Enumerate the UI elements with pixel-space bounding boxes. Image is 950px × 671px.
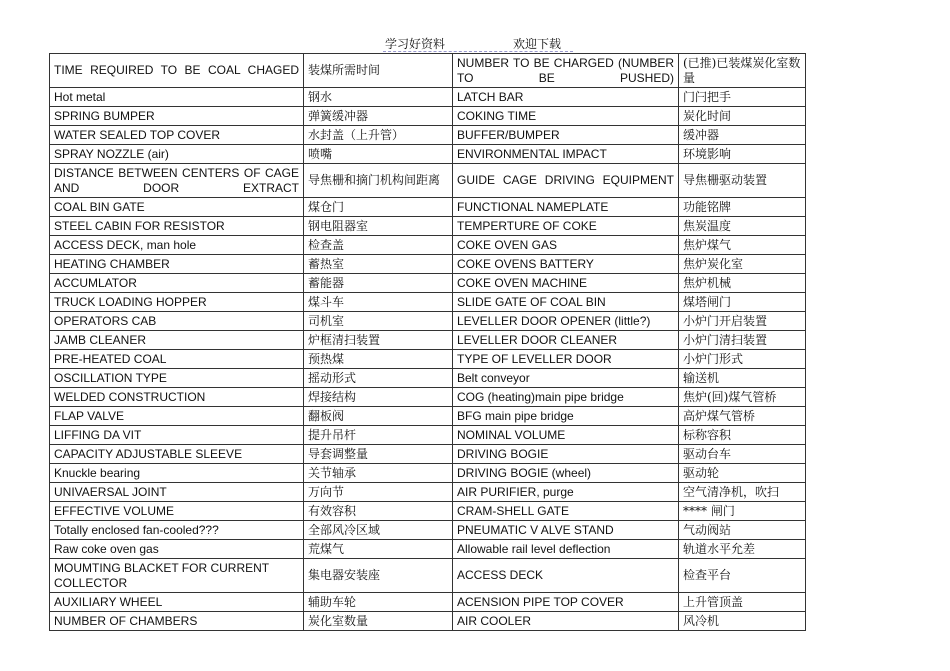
cell-term-zh: 荒煤气: [304, 540, 453, 559]
cell-term-zh: 驱动台车: [679, 445, 806, 464]
table-row: [50, 54, 806, 88]
cell-term-en: OPERATORS CAB: [50, 312, 304, 331]
cell-term-en: Raw coke oven gas: [50, 540, 304, 559]
table-row: [50, 145, 806, 164]
cell-term-zh: 焦炉机械: [679, 274, 806, 293]
cell-term-zh: 驱动轮: [679, 464, 806, 483]
cell-term-zh: 焦炉(回)煤气管桥: [679, 388, 806, 407]
glossary-table: [49, 53, 806, 631]
page-header: [383, 35, 573, 52]
table-row: [50, 388, 806, 407]
table-row: [50, 198, 806, 217]
table-row: [50, 255, 806, 274]
cell-term-zh: 提升吊杆: [304, 426, 453, 445]
cell-term-en: AUXILIARY WHEEL: [50, 593, 304, 612]
table-row: [50, 107, 806, 126]
cell-term-zh: 焦炉炭化室: [679, 255, 806, 274]
cell-term-zh: 翻板阀: [304, 407, 453, 426]
cell-term-en: JAMB CLEANER: [50, 331, 304, 350]
cell-term-en: LIFFING DA VIT: [50, 426, 304, 445]
table-row: [50, 293, 806, 312]
cell-term-en: ACCESS DECK, man hole: [50, 236, 304, 255]
header-right-text: 欢迎下载: [513, 37, 562, 51]
table-row: [50, 126, 806, 145]
cell-term-en: NUMBER OF CHAMBERS: [50, 612, 304, 631]
cell-term-zh: **** 闸门: [679, 502, 806, 521]
cell-term-zh: 装煤所需时间: [304, 54, 453, 88]
cell-term-en: MOUMTING BLACKET FOR CURRENT COLLECTOR: [50, 559, 304, 593]
header-left-text: 学习好资料: [385, 37, 446, 51]
cell-term-en: COKE OVEN GAS: [453, 236, 679, 255]
table-row: [50, 445, 806, 464]
cell-term-zh: 门闩把手: [679, 88, 806, 107]
cell-term-en: Totally enclosed fan-cooled???: [50, 521, 304, 540]
cell-term-zh: 小炉门形式: [679, 350, 806, 369]
cell-term-en: LEVELLER DOOR OPENER (little?): [453, 312, 679, 331]
cell-term-en: PNEUMATIC V ALVE STAND: [453, 521, 679, 540]
cell-term-zh: 焊接结构: [304, 388, 453, 407]
table-row: [50, 483, 806, 502]
table-row: [50, 312, 806, 331]
cell-term-zh: 焦炭温度: [679, 217, 806, 236]
cell-term-en: DRIVING BOGIE: [453, 445, 679, 464]
cell-term-en: EFFECTIVE VOLUME: [50, 502, 304, 521]
cell-term-zh: 预热煤: [304, 350, 453, 369]
table-row: [50, 464, 806, 483]
cell-term-zh: 小炉门开启装置: [679, 312, 806, 331]
table-row: [50, 559, 806, 593]
cell-term-en: CAPACITY ADJUSTABLE SLEEVE: [50, 445, 304, 464]
cell-term-zh: 水封盖（上升管）: [304, 126, 453, 145]
cell-term-en: CRAM-SHELL GATE: [453, 502, 679, 521]
cell-term-en: ACCUMLATOR: [50, 274, 304, 293]
table-row: [50, 407, 806, 426]
cell-term-en: PRE-HEATED COAL: [50, 350, 304, 369]
cell-term-en: Allowable rail level deflection: [453, 540, 679, 559]
cell-term-en: COG (heating)main pipe bridge: [453, 388, 679, 407]
cell-term-en: UNIVAERSAL JOINT: [50, 483, 304, 502]
cell-term-zh: 司机室: [304, 312, 453, 331]
cell-term-en: DISTANCE BETWEEN CENTERS OF CAGE AND DOOR EXTRACT: [50, 164, 304, 198]
cell-term-zh: 钢电阻器室: [304, 217, 453, 236]
cell-term-en: AIR COOLER: [453, 612, 679, 631]
cell-term-zh: 炭化室数量: [304, 612, 453, 631]
table-row: [50, 521, 806, 540]
cell-term-zh: 检查平台: [679, 559, 806, 593]
cell-term-en: WELDED CONSTRUCTION: [50, 388, 304, 407]
cell-term-zh: 蓄能器: [304, 274, 453, 293]
cell-term-en: FLAP VALVE: [50, 407, 304, 426]
cell-term-en: SPRING BUMPER: [50, 107, 304, 126]
cell-term-en: Belt conveyor: [453, 369, 679, 388]
table-row: [50, 164, 806, 198]
cell-term-zh: 喷嘴: [304, 145, 453, 164]
cell-term-zh: 焦炉煤气: [679, 236, 806, 255]
cell-term-en: Hot metal: [50, 88, 304, 107]
cell-term-zh: 导套调整量: [304, 445, 453, 464]
cell-term-en: OSCILLATION TYPE: [50, 369, 304, 388]
cell-term-zh: 导焦栅和摘门机构间距离: [304, 164, 453, 198]
cell-term-zh: (已推)已装煤炭化室数量: [679, 54, 806, 88]
cell-term-en: LEVELLER DOOR CLEANER: [453, 331, 679, 350]
cell-term-zh: 功能铭牌: [679, 198, 806, 217]
cell-term-en: COKING TIME: [453, 107, 679, 126]
cell-term-en: ACENSION PIPE TOP COVER: [453, 593, 679, 612]
cell-term-zh: 检查盖: [304, 236, 453, 255]
cell-term-en: AIR PURIFIER, purge: [453, 483, 679, 502]
table-row: [50, 236, 806, 255]
cell-term-zh: 摇动形式: [304, 369, 453, 388]
cell-term-zh: 小炉门清扫装置: [679, 331, 806, 350]
cell-term-en: COKE OVEN MACHINE: [453, 274, 679, 293]
cell-term-zh: 缓冲器: [679, 126, 806, 145]
cell-term-zh: 关节轴承: [304, 464, 453, 483]
cell-term-en: TRUCK LOADING HOPPER: [50, 293, 304, 312]
cell-term-zh: 高炉煤气管桥: [679, 407, 806, 426]
cell-term-en: WATER SEALED TOP COVER: [50, 126, 304, 145]
cell-term-zh: 输送机: [679, 369, 806, 388]
cell-term-zh: 风冷机: [679, 612, 806, 631]
table-row: [50, 331, 806, 350]
cell-term-en: BFG main pipe bridge: [453, 407, 679, 426]
table-row: [50, 502, 806, 521]
cell-term-zh: 上升管顶盖: [679, 593, 806, 612]
cell-term-en: SPRAY NOZZLE (air): [50, 145, 304, 164]
table-row: [50, 369, 806, 388]
glossary-table-body: [50, 54, 806, 631]
cell-term-en: ACCESS DECK: [453, 559, 679, 593]
cell-term-en: TIME REQUIRED TO BE COAL CHAGED: [50, 54, 304, 88]
cell-term-zh: 集电器安装座: [304, 559, 453, 593]
cell-term-zh: 全部风冷区域: [304, 521, 453, 540]
table-row: [50, 274, 806, 293]
cell-term-en: TYPE OF LEVELLER DOOR: [453, 350, 679, 369]
table-row: [50, 540, 806, 559]
cell-term-zh: 气动阀站: [679, 521, 806, 540]
cell-term-zh: 导焦栅驱动装置: [679, 164, 806, 198]
cell-term-zh: 万向节: [304, 483, 453, 502]
cell-term-en: GUIDE CAGE DRIVING EQUIPMENT: [453, 164, 679, 198]
cell-term-zh: 有效容积: [304, 502, 453, 521]
table-row: [50, 593, 806, 612]
cell-term-en: NOMINAL VOLUME: [453, 426, 679, 445]
cell-term-zh: 炉框清扫装置: [304, 331, 453, 350]
cell-term-zh: 煤斗车: [304, 293, 453, 312]
cell-term-en: FUNCTIONAL NAMEPLATE: [453, 198, 679, 217]
cell-term-zh: 钢水: [304, 88, 453, 107]
cell-term-en: COKE OVENS BATTERY: [453, 255, 679, 274]
cell-term-zh: 煤塔闸门: [679, 293, 806, 312]
cell-term-en: LATCH BAR: [453, 88, 679, 107]
cell-term-en: DRIVING BOGIE (wheel): [453, 464, 679, 483]
cell-term-en: BUFFER/BUMPER: [453, 126, 679, 145]
cell-term-en: COAL BIN GATE: [50, 198, 304, 217]
cell-term-en: TEMPERTURE OF COKE: [453, 217, 679, 236]
table-row: [50, 350, 806, 369]
cell-term-zh: 弹簧缓冲器: [304, 107, 453, 126]
cell-term-zh: 空气清净机，吹扫: [679, 483, 806, 502]
table-row: [50, 426, 806, 445]
table-row: [50, 217, 806, 236]
cell-term-zh: 煤仓门: [304, 198, 453, 217]
cell-term-en: Knuckle bearing: [50, 464, 304, 483]
cell-term-zh: 轨道水平允差: [679, 540, 806, 559]
table-row: [50, 612, 806, 631]
cell-term-zh: 炭化时间: [679, 107, 806, 126]
cell-term-en: STEEL CABIN FOR RESISTOR: [50, 217, 304, 236]
cell-term-en: ENVIRONMENTAL IMPACT: [453, 145, 679, 164]
cell-term-zh: 标称容积: [679, 426, 806, 445]
cell-term-en: NUMBER TO BE CHARGED (NUMBER TO BE PUSHED): [453, 54, 679, 88]
cell-term-en: HEATING CHAMBER: [50, 255, 304, 274]
table-row: [50, 88, 806, 107]
cell-term-en: SLIDE GATE OF COAL BIN: [453, 293, 679, 312]
cell-term-zh: 蓄热室: [304, 255, 453, 274]
cell-term-zh: 辅助车轮: [304, 593, 453, 612]
cell-term-zh: 环境影响: [679, 145, 806, 164]
